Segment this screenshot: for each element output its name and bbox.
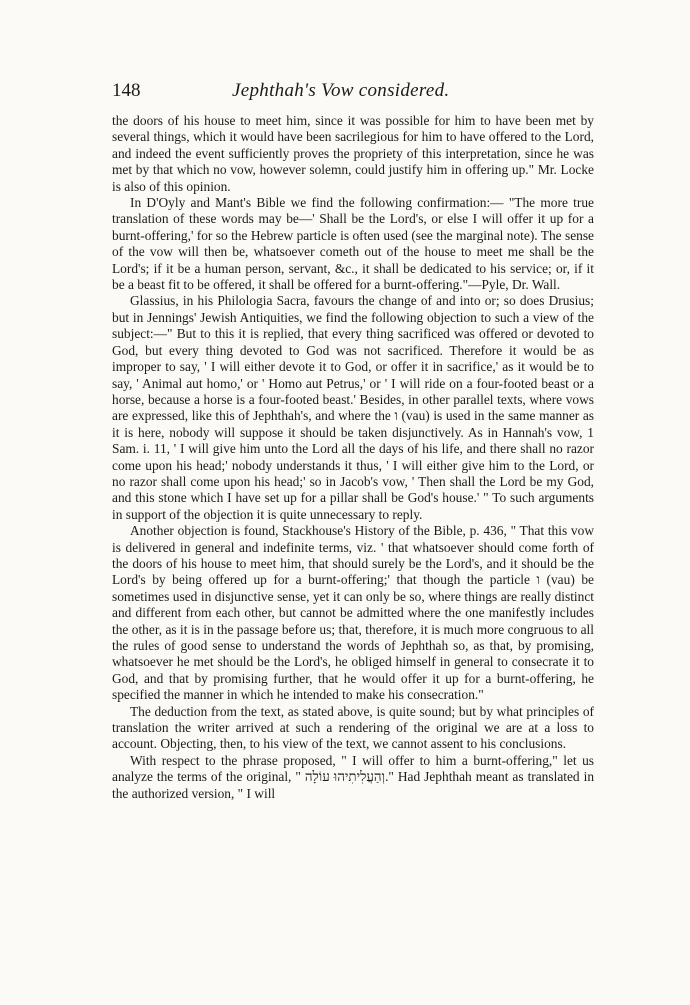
paragraph: With respect to the phrase proposed, " I will offer to him a burnt-offering," let us analyze the terms of the original, " וְהַעֲלִיתִיהוּ עוֹלָה." Had Jephthah meant as translated in the authorized version, " I will xyxy=(112,752,595,801)
page-header xyxy=(112,80,592,106)
paragraph: In D'Oyly and Mant's Bible we find the following confirmation:— "The more true translation of these words may be—' Shall be the Lord's, or else I will offer it up for a burnt-offering,' for so the Hebrew particle is often used (see the marginal note). The sense of the vow will then be, whatsoever cometh out of the house to meet me shall be the Lord's; if it be a human person, servant, &c., it shall be dedicated to his service; or, if it be a beast fit to be offered, it shall be offered for a burnt-offering."—Pyle, Dr. Wall. xyxy=(112,195,594,293)
paragraph: the doors of his house to meet him, since it was possible for him to have been met by several things, which it would have been sacrilegious for him to have offered to the Lord, and indeed the event sufficiently proves the propriety of this interpretation, since he was met by that which no vow, however solemn, could justify him in offering up." Mr. Locke is also of this opinion. xyxy=(112,113,594,194)
page-number: 148 xyxy=(112,80,141,101)
paragraph: Another objection is found, Stackhouse's History of the Bible, p. 436, " That this vow is delivered in general and indefinite terms, viz. ' that whatsoever should come forth of the doors of his house to meet him, that should surely be the Lord's, and it should be the Lord's by being offered up for a burnt-offering;' that though the particle ו (vau) be sometimes used in disjunctive sense, yet it can only be so, where things are really distinct and different from each other, but cannot be admitted where the one manifestly includes the other, as it is in the passage before us; that, therefore, it is much more congruous to all the rules of good sense to understand the words of Jephthah so, as that, by promising, whatsoever he met should be the Lord's, he obliged himself in general to consecrate it to God, and that by promising further, that he would offer it up for a burnt-offering, he specified the manner in which he intended to make his consecration." xyxy=(112,523,594,703)
body-text xyxy=(112,113,594,802)
running-title: Jephthah's Vow considered. xyxy=(232,80,450,101)
paragraph: Glassius, in his Philologia Sacra, favours the change of and into or; so does Drusius; but in Jennings' Jewish Antiquities, we find the following objection to such a view of the subject:—" But to this it is replied, that every thing sacrificed was offered or devoted to God, but every thing devoted to God was not sacrificed. Therefore it would be as improper to say, ' I will either devote it to God, or offer it in sacrifice,' as it would be to say, ' Animal aut homo,' or ' Homo aut Petrus,' or ' I will ride on a four-footed beast or a horse, because a horse is a four-footed beast.' Besides, in other parallel texts, where vows are expressed, like this of Jephthah's, and where the ו (vau) is used in the same manner as it is here, nobody will suppose it should be taken disjunctively. As in Hannah's vow, 1 Sam. i. 11, ' I will give him unto the Lord all the days of his life, and there shall no razor come upon his head;' nobody understands it thus, ' I will either give him to the Lord, or no razor shall come upon his head;' so in Jacob's vow, ' Then shall the Lord be my God, and this stone which I have set up for a pillar shall be God's house.' " To such arguments in support of the objection it is quite unnecessary to reply. xyxy=(112,293,594,522)
paragraph: The deduction from the text, as stated above, is quite sound; but by what principles of translation the writer arrived at such a rendering of the original we are at a loss to account. Objecting, then, to his view of the text, we cannot assent to his conclusions. xyxy=(112,703,594,752)
